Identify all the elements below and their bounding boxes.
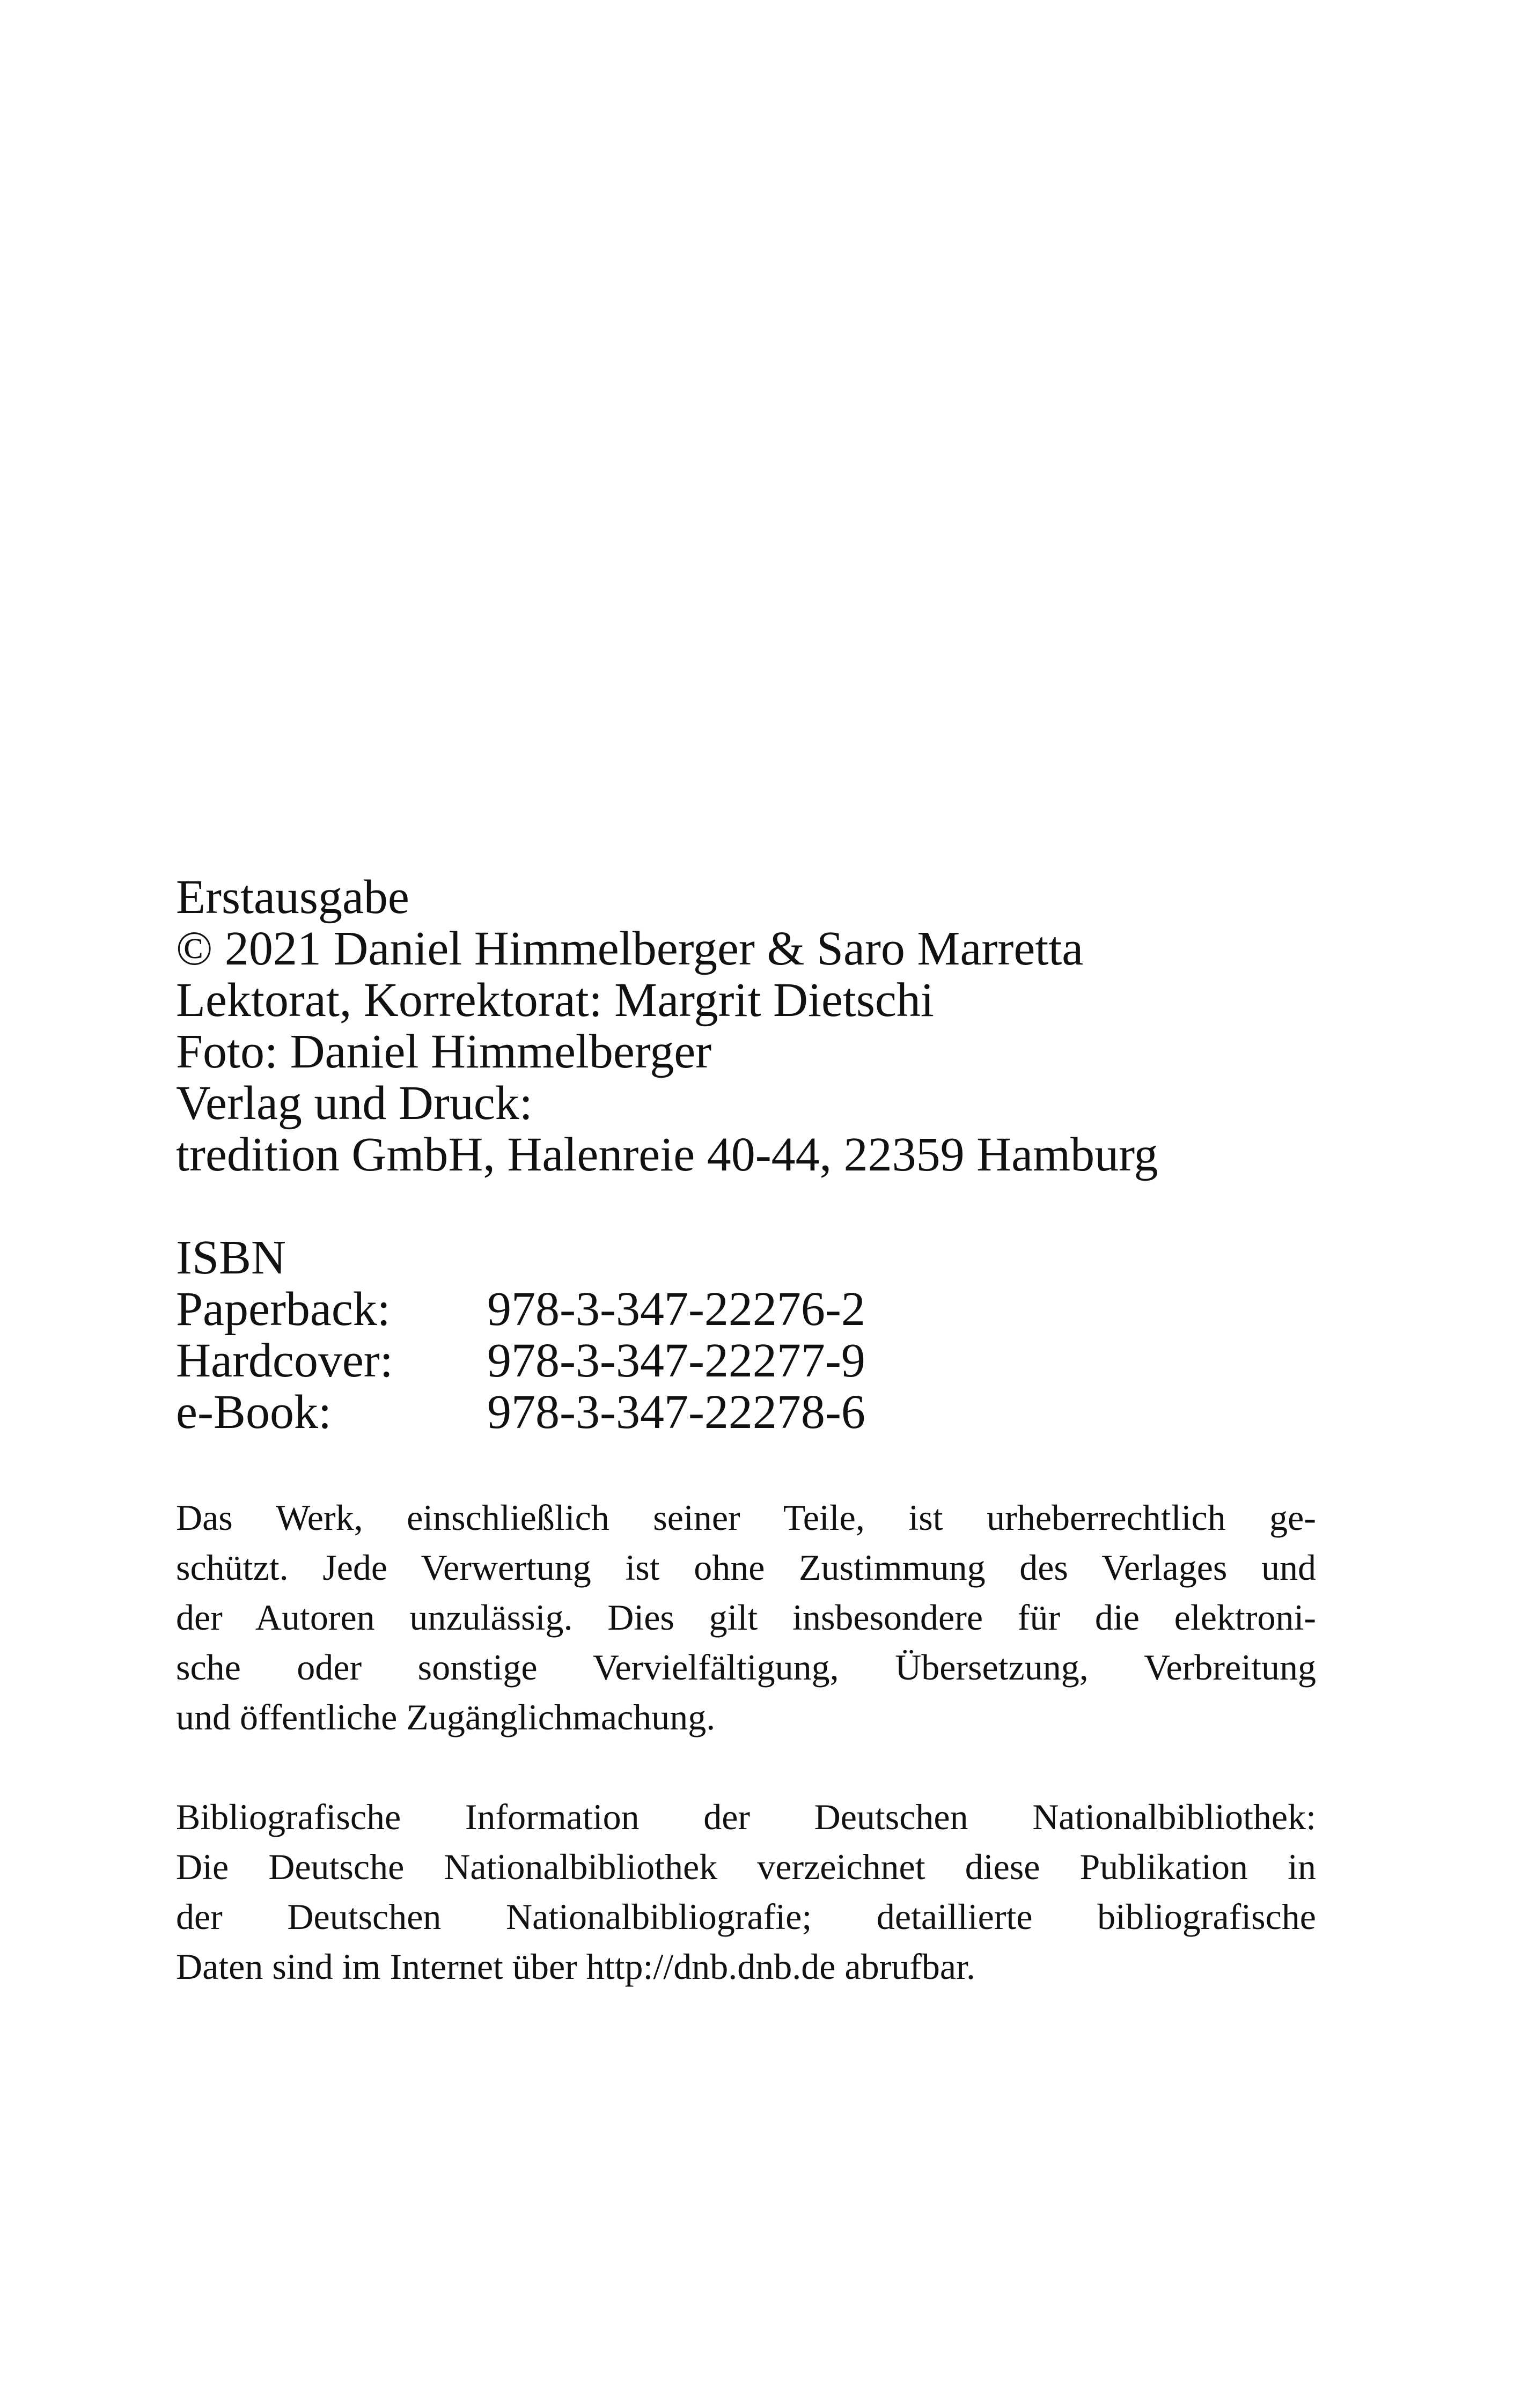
isbn-row-hardcover (176, 1335, 1316, 1387)
spacer (176, 1742, 1316, 1792)
isbn-row-paperback (176, 1284, 1316, 1335)
copyright-notice (176, 1493, 1316, 1742)
editing-credit: Lektorat, Korrektorat: Margrit Dietschi (176, 974, 934, 1027)
isbn-label: Paperback: (176, 1283, 391, 1336)
imprint-block (176, 872, 1316, 1992)
edition-label: Erstausgabe (176, 871, 409, 924)
isbn-heading: ISBN (176, 1231, 286, 1284)
isbn-value: 978-3-347-22277-9 (487, 1334, 865, 1387)
notice-line: schützt. Jede Verwertung ist ohne Zustimmung des Verlages und (176, 1547, 1316, 1588)
isbn-value: 978-3-347-22276-2 (487, 1283, 865, 1336)
notice-line: sche oder sonstige Vervielfältigung, Übersetzung, Verbreitung (176, 1647, 1316, 1688)
notice-line: und öffentliche Zugänglichmachung. (176, 1697, 716, 1737)
biblio-line: Bibliografische Information der Deutschen Nationalbibliothek: (176, 1796, 1316, 1837)
bibliographic-info (176, 1792, 1316, 1992)
spacer (176, 1438, 1316, 1493)
notice-line: Das Werk, einschließlich seiner Teile, ist urheberrechtlich ge- (176, 1497, 1316, 1538)
publisher-label: Verlag und Druck: (176, 1077, 533, 1130)
biblio-line: der Deutschen Nationalbibliografie; detaillierte bibliografische (176, 1896, 1316, 1937)
biblio-line: Die Deutsche Nationalbibliothek verzeichnet diese Publikation in (176, 1846, 1316, 1887)
isbn-value: 978-3-347-22278-6 (487, 1386, 865, 1439)
isbn-row-ebook (176, 1387, 1316, 1438)
spacer (176, 1181, 1316, 1232)
publisher-address: tredition GmbH, Halenreie 40-44, 22359 Hamburg (176, 1128, 1158, 1181)
biblio-line: Daten sind im Internet über http://dnb.dnb.de abrufbar. (176, 1946, 975, 1987)
isbn-label: e-Book: (176, 1386, 332, 1439)
photo-credit: Foto: Daniel Himmelberger (176, 1025, 712, 1078)
copyright-line: © 2021 Daniel Himmelberger & Saro Marretta (176, 922, 1084, 975)
notice-line: der Autoren unzulässig. Dies gilt insbesondere für die elektroni- (176, 1597, 1316, 1638)
isbn-label: Hardcover: (176, 1334, 393, 1387)
